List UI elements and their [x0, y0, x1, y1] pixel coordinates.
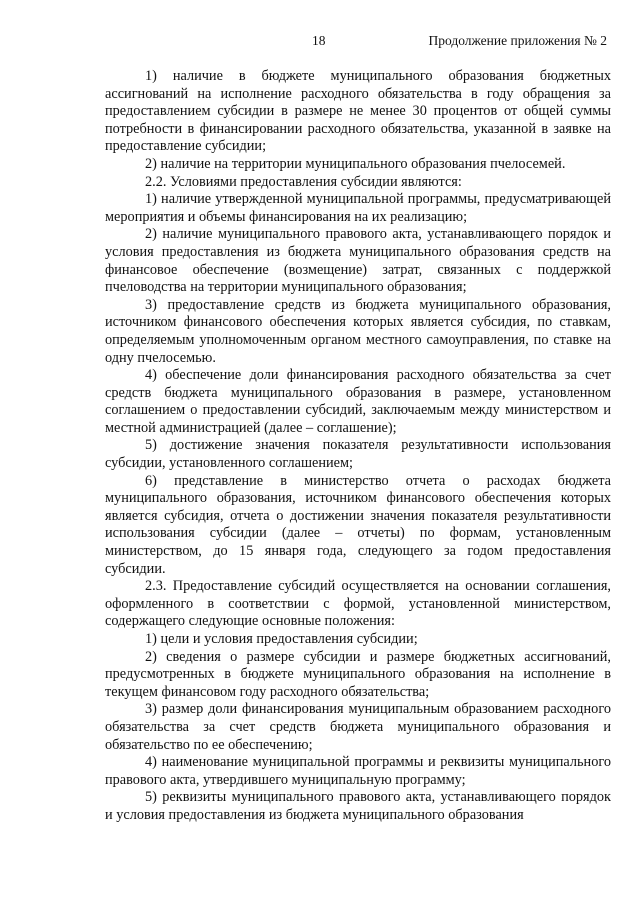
paragraph: 3) размер доли финансирования муниципальным образованием расходного обязательства за счет средств бюджета муниципального образования и обязательство по ее обеспечению; — [105, 701, 611, 753]
paragraph: 2.3. Предоставление субсидий осуществляется на основании соглашения, оформленного в соответствии с формой, установленной министерством, содержащего следующие основные положения: — [105, 578, 611, 630]
paragraph: 1) наличие в бюджете муниципального образования бюджетных ассигнований на исполнение расходного обязательства в году обращения за предоставлением субсидии в размере не менее 30 процентов от общей суммы потребности в финансировании расходного обязательства, указанной в заявке на предоставление субсидии; — [105, 68, 611, 155]
appendix-continuation-title: Продолжение приложения № 2 — [428, 33, 607, 48]
paragraph: 5) реквизиты муниципального правового акта, устанавливающего порядок и условия предоставления из бюджета муниципального образования — [105, 789, 611, 823]
document-body — [105, 68, 611, 825]
paragraph: 3) предоставление средств из бюджета муниципального образования, источником финансового обеспечения которых является субсидия, по ставкам, определяемым уполномоченным органом местного самоуправления, по ставке на одну пчелосемью. — [105, 296, 611, 366]
page-header — [0, 33, 640, 51]
paragraph: 2) наличие муниципального правового акта, устанавливающего порядок и условия предоставления из бюджета муниципального образования средств на финансовое обеспечение (возмещение) затрат, связанных с поддержкой пчеловодства на территории муниципального образования; — [105, 226, 611, 296]
paragraph: 4) обеспечение доли финансирования расходного обязательства за счет средств бюджета муниципального образования в размере, установленном соглашением о предоставлении субсидий, заключаемым между министерством и местной администрацией (далее – соглашение); — [105, 367, 611, 436]
paragraph: 5) достижение значения показателя результативности использования субсидии, установленного соглашением; — [105, 437, 611, 472]
page-number: 18 — [312, 33, 326, 48]
paragraph: 2) сведения о размере субсидии и размере бюджетных ассигнований, предусмотренных в бюджете муниципального образования на исполнение в текущем финансовом году расходного обязательства; — [105, 648, 611, 700]
paragraph: 6) представление в министерство отчета о расходах бюджета муниципального образования, источником финансового обеспечения которых является субсидия, отчета о достижении значения показателя результативности использования субсидии (далее – отчеты) по формам, установленным министерством, до 15 января года, следующего за годом предоставления субсидии. — [105, 472, 611, 577]
paragraph: 2) наличие на территории муниципального образования пчелосемей. — [145, 155, 566, 172]
paragraph: 1) наличие утвержденной муниципальной программы, предусматривающей мероприятия и объемы финансирования на их реализацию; — [105, 191, 611, 225]
paragraph: 1) цели и условия предоставления субсидии; — [145, 631, 418, 647]
paragraph: 2.2. Условиями предоставления субсидии являются: — [145, 173, 462, 190]
paragraph: 4) наименование муниципальной программы и реквизиты муниципального правового акта, утвердившего муниципальную программу; — [105, 754, 611, 788]
